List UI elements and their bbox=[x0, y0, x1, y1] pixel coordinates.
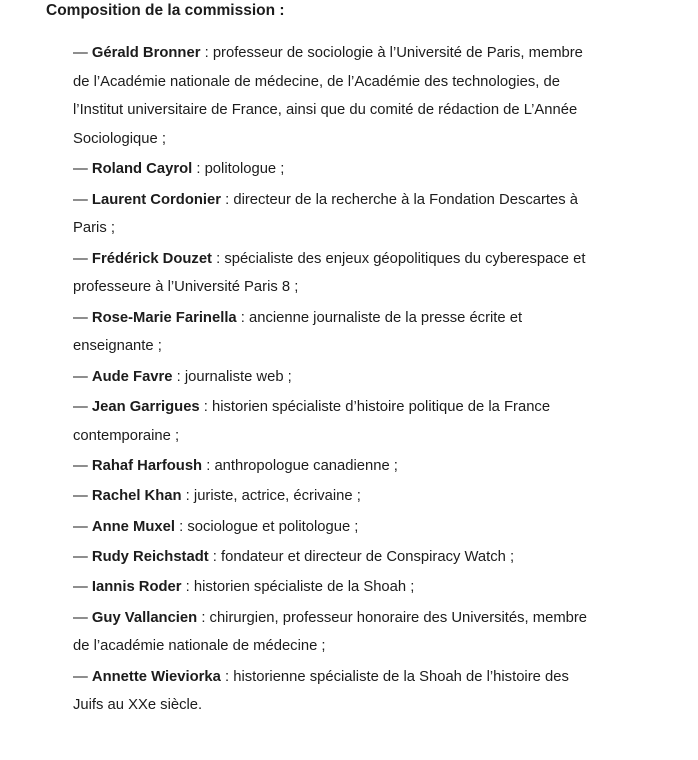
member-item bbox=[73, 482, 593, 511]
commission-member-list bbox=[73, 39, 593, 722]
member-description: politologue ; bbox=[204, 161, 285, 178]
member-name: Frédérick Douzet bbox=[91, 250, 212, 267]
member-item bbox=[73, 573, 593, 602]
separator: : bbox=[236, 309, 249, 326]
member-item bbox=[73, 39, 593, 153]
member-item bbox=[73, 155, 593, 184]
member-name: Rachel Khan bbox=[91, 488, 182, 505]
member-item bbox=[73, 604, 593, 661]
member-description: ancienne journaliste de la presse écrite et enseignante ; bbox=[73, 309, 523, 355]
member-description: historien spécialiste de la Shoah ; bbox=[193, 579, 415, 596]
member-description: sociologue et politologue ; bbox=[187, 518, 359, 535]
member-item bbox=[73, 452, 593, 481]
member-item bbox=[73, 363, 593, 392]
separator: : bbox=[197, 609, 210, 626]
dash: — bbox=[73, 668, 92, 685]
member-description: professeur de sociologie à l’Université de Paris, membre de l’Académie nationale de médecine, de l’Académie des technologies, de l’Institut universitaire de France, ainsi que du comité de rédaction de L’Année Sociologique ; bbox=[73, 45, 583, 147]
dash: — bbox=[73, 309, 92, 326]
member-description: anthropologue canadienne ; bbox=[214, 457, 398, 474]
member-description: journaliste web ; bbox=[184, 368, 292, 385]
dash: — bbox=[73, 518, 92, 535]
separator: : bbox=[192, 161, 205, 178]
member-description: fondateur et directeur de Conspiracy Watch ; bbox=[221, 549, 515, 566]
member-name: Rahaf Harfoush bbox=[91, 457, 203, 474]
dash: — bbox=[73, 250, 92, 267]
dash: — bbox=[73, 488, 92, 505]
dash: — bbox=[73, 191, 92, 208]
separator: : bbox=[174, 518, 188, 535]
dash: — bbox=[73, 549, 92, 566]
member-item bbox=[73, 304, 593, 361]
separator: : bbox=[221, 191, 234, 208]
member-name: Iannis Roder bbox=[91, 579, 182, 596]
separator: : bbox=[208, 549, 222, 566]
member-name: Guy Vallancien bbox=[91, 609, 198, 626]
member-name: Rudy Reichstadt bbox=[91, 549, 209, 566]
member-name: Jean Garrigues bbox=[91, 398, 200, 415]
dash: — bbox=[73, 161, 92, 178]
member-name: Gérald Bronner bbox=[91, 45, 201, 61]
separator: : bbox=[181, 488, 194, 505]
member-description: historienne spécialiste de la Shoah de l’histoire des Juifs au XXe siècle. bbox=[73, 668, 569, 714]
member-description: chirurgien, professeur honoraire des Universités, membre de l’académie nationale de médecine ; bbox=[73, 609, 588, 655]
member-name: Anne Muxel bbox=[91, 518, 175, 535]
member-item bbox=[73, 186, 593, 243]
member-description: juriste, actrice, écrivaine ; bbox=[193, 488, 361, 505]
dash: — bbox=[73, 368, 92, 385]
member-description: historien spécialiste d’histoire politique de la France contemporaine ; bbox=[73, 398, 551, 444]
separator: : bbox=[202, 457, 215, 474]
separator: : bbox=[200, 45, 213, 61]
dash: — bbox=[73, 398, 92, 415]
dash: — bbox=[73, 457, 92, 474]
member-name: Aude Favre bbox=[91, 368, 173, 385]
member-item bbox=[73, 245, 593, 302]
member-description: directeur de la recherche à la Fondation Descartes à Paris ; bbox=[73, 191, 578, 237]
member-item bbox=[73, 513, 593, 542]
separator: : bbox=[220, 668, 234, 685]
member-item bbox=[73, 543, 593, 572]
separator: : bbox=[211, 250, 225, 267]
dash: — bbox=[73, 45, 92, 61]
member-item bbox=[73, 393, 593, 450]
member-name: Laurent Cordonier bbox=[91, 191, 221, 208]
member-name: Annette Wieviorka bbox=[91, 668, 221, 685]
dash: — bbox=[73, 609, 92, 626]
member-name: Roland Cayrol bbox=[91, 161, 193, 178]
section-heading: Composition de la commission : bbox=[46, 2, 285, 19]
separator: : bbox=[172, 368, 185, 385]
dash: — bbox=[73, 579, 92, 596]
member-description: spécialiste des enjeux géopolitiques du cyberespace et professeure à l’Université Paris 8 ; bbox=[73, 250, 586, 296]
member-item bbox=[73, 663, 593, 720]
member-name: Rose-Marie Farinella bbox=[91, 309, 237, 326]
separator: : bbox=[181, 579, 194, 596]
separator: : bbox=[199, 398, 213, 415]
